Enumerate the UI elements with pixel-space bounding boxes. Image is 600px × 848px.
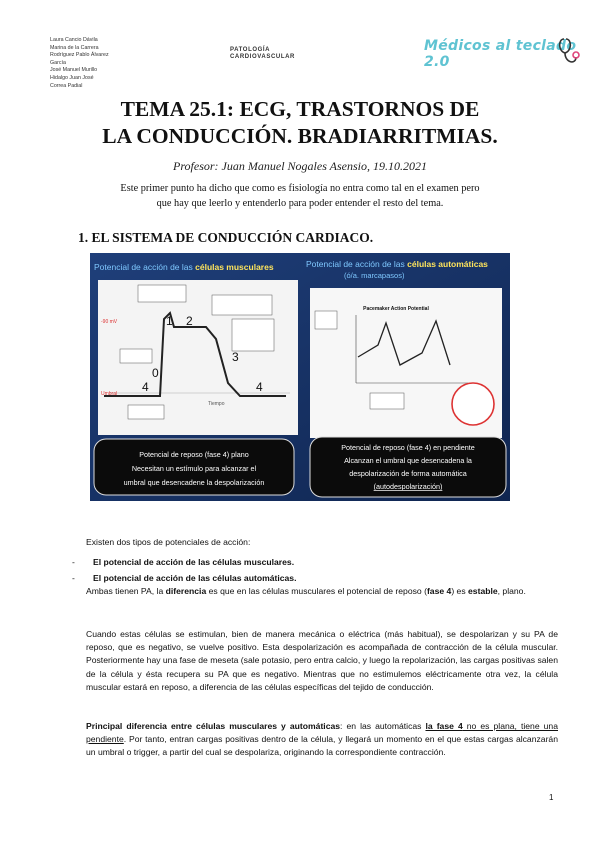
right-figure-subtitle: (ó/a. marcapasos) [344,271,405,280]
phase-label: 3 [232,350,239,364]
title-line-1: TEMA 25.1: ECG, TRASTORNOS DE [120,97,480,121]
author-line: Correa Padial [50,82,83,89]
legend-box [370,393,404,409]
author-line: Hidalgo Juan José [50,74,94,81]
phase-label: 0 [152,366,159,380]
left-figure-title: Potencial de acción de las células musculares [94,262,274,272]
pacemaker-title: Pacemaker Action Potential [363,306,429,312]
author-line: Marina de la Carrera [50,44,99,51]
professor-line: Profesor: Juan Manuel Nogales Asensio, 19.10.2021 [173,159,427,173]
right-figure-title: Potencial de acción de las células automáticas [306,259,488,269]
legend-box [120,349,152,363]
paragraph-main-difference: Principal diferencia entre células musculares y automáticas: en las automáticas la fase 4 no es plana, tiene una pendiente. Por tanto, entran cargas positivas dentro de la célula, y llegará un momento en el que estas cargas alcanzarán un umbral o trigger, a partir del cual se despolariza, originando la correspondiente contracción. [86,721,558,758]
page-title [0,96,600,150]
left-caption: Potencial de reposo (fase 4) plano [139,450,249,459]
mv-label: -90 mV [101,319,118,325]
highlight-circle [452,383,494,425]
left-caption: Necesitan un estímulo para alcanzar el [131,464,257,473]
legend-box [128,405,164,419]
legend-box [212,295,272,315]
phase-label: 4 [256,380,263,394]
action-potential-figure [90,253,510,501]
paragraph-depolarization: Cuando estas células se estimulan, bien de manera mecánica o eléctrica (más habitual), se despolarizan y su PA de reposo, que es negativo, se vuelve positivo. Esta despolarización es acompañada de contracción de la célula muscular. Posteriormente hay una fase de meseta (sale potasio, pero entra calcio, y luego la repolarización, las cargas positivas salen de la célula y ésta recupera su PA que es negativo. Mientras que no estimulemos eléctricamente otra vez, la célula muscular estará en reposo, a diferencia de las células específicas del tejido de conducción. [86,629,558,692]
legend-box [138,285,186,302]
author-line: Rodríguez Pablo Álvarez [50,52,109,59]
right-caption: (autodespolarización) [373,482,443,491]
author-line: García [50,59,66,66]
phase-label: 1 [166,314,173,328]
subject-label [230,47,295,61]
phase-label: 4 [142,380,149,394]
legend-box [315,311,337,329]
left-caption: umbral que desencadene la despolarización [123,478,265,487]
brand-logo: Médicos al teclado 2.0 [424,38,577,70]
section-heading: 1. EL SISTEMA DE CONDUCCIÓN CARDIACO. [78,230,374,245]
legend-box [232,319,274,351]
right-caption: Potencial de reposo (fase 4) en pendiente [341,443,475,452]
phase-label: 2 [186,314,193,328]
list-item: - El potencial de acción de las células musculares. [72,557,295,567]
intro-paragraph: Este primer punto ha dicho que como es fisiología no entra como tal en el examen pero que hay que leerlo y entenderlo para poder entender el resto del tema. [120,183,480,209]
stethoscope-icon [556,35,584,71]
right-caption: despolarización de forma automática [349,469,467,478]
list-item-text: El potencial de acción de las células musculares. [93,557,295,567]
paragraph-difference: Ambas tienen PA, la diferencia es que en las células musculares el potencial de reposo (fase 4) es estable, plano. [86,586,526,596]
subject-line-2: CARDIOVASCULAR [230,54,295,60]
umbral-label: Umbral [101,391,118,397]
tiempo-label: Tiempo [208,401,225,407]
author-line: José Manuel Murillo [50,67,98,74]
right-caption: Alcanzan el umbral que desencadena la [344,456,472,465]
types-intro: Existen dos tipos de potenciales de acción: [86,537,251,547]
title-line-2: LA CONDUCCIÓN. BRADIARRITMIAS. [102,124,498,148]
list-item-text: El potencial de acción de las células automáticas. [93,572,297,583]
page-number: 1 [549,793,554,802]
authors-list [50,37,109,90]
list-item: - El potencial de acción de las células automáticas. [72,572,297,583]
bullet-list [72,555,296,586]
subject-line-1: PATOLOGÍA [230,47,271,53]
author-line: Laura Cancio Dávila [50,37,98,43]
